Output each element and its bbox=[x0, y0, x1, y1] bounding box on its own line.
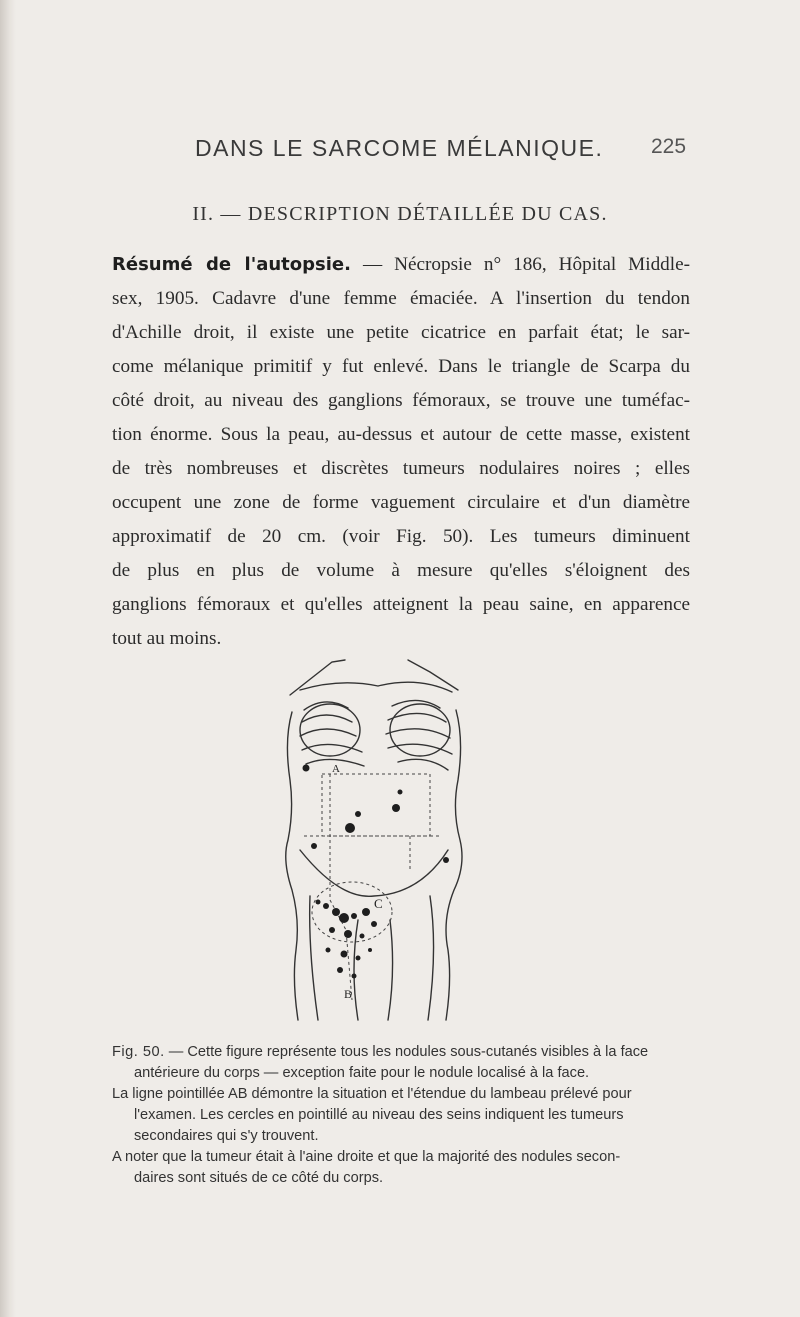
page-edge-shadow bbox=[0, 0, 16, 1317]
torso-right-outline bbox=[446, 710, 462, 1020]
nodule-dot bbox=[351, 913, 357, 919]
nodule-dot bbox=[356, 956, 361, 961]
abdomen-curve bbox=[300, 850, 448, 896]
caption-line: La ligne pointillée AB démontre la situation et l'étendue du lambeau prélevé pour bbox=[112, 1086, 632, 1102]
figure-50-body-diagram bbox=[270, 650, 480, 1030]
section-heading: II. — DESCRIPTION DÉTAILLÉE DU CAS. bbox=[192, 203, 608, 225]
paragraph-line: occupent une zone de forme vaguement circulaire et d'un diamètre bbox=[112, 492, 690, 513]
autopsy-paragraph bbox=[112, 248, 690, 656]
rib-line bbox=[398, 759, 448, 770]
caption-line: antérieure du corps — exception faite pour le nodule localisé à la face. bbox=[134, 1065, 590, 1081]
dotted-rectangle-upper bbox=[322, 774, 430, 836]
rib-line bbox=[388, 744, 452, 754]
body-outline-drawing bbox=[270, 650, 480, 1030]
nodule-dot bbox=[339, 913, 349, 923]
figure-label-a: A bbox=[332, 763, 340, 775]
paragraph-line: approximatif de 20 cm. (voir Fig. 50). Les tumeurs diminuent bbox=[112, 526, 690, 547]
left-leg-inner bbox=[388, 920, 393, 1020]
paragraph-line: sex, 1905. Cadavre d'une femme émaciée. A l'insertion du tendon bbox=[112, 288, 690, 309]
nodule-dot bbox=[368, 948, 372, 952]
caption-line bbox=[112, 1042, 692, 1063]
paragraph-line: come mélanique primitif y fut enlevé. Dans le triangle de Scarpa du bbox=[112, 356, 690, 377]
right-leg-inner bbox=[354, 920, 358, 1020]
rib-line bbox=[386, 729, 450, 738]
nodule-dot bbox=[344, 930, 352, 938]
nodule-dot bbox=[332, 908, 340, 916]
nodule-dot bbox=[329, 927, 335, 933]
nodule-dot bbox=[323, 903, 329, 909]
nodule-dot bbox=[443, 857, 449, 863]
dotted-line-ab bbox=[330, 774, 352, 1000]
paragraph-line bbox=[112, 248, 690, 282]
figure-label-c: C bbox=[374, 896, 383, 911]
neck-left-line bbox=[290, 660, 345, 695]
nodule-dot bbox=[352, 974, 357, 979]
left-leg-outer bbox=[428, 896, 434, 1020]
nodule-dot bbox=[316, 900, 321, 905]
right-leg-outer bbox=[310, 896, 318, 1020]
rib-line bbox=[388, 713, 446, 722]
nodule-dot bbox=[311, 843, 317, 849]
caption-line: daires sont situés de ce côté du corps. bbox=[134, 1170, 384, 1186]
dotted-circle-inguinal bbox=[312, 882, 392, 942]
nodule-dot bbox=[326, 948, 331, 953]
nodule-dot bbox=[371, 921, 377, 927]
nodule-dot bbox=[398, 790, 403, 795]
collar-line bbox=[300, 682, 452, 692]
nodule-dot bbox=[341, 951, 348, 958]
paragraph-line: tout au moins. bbox=[112, 628, 222, 649]
nodule-dot bbox=[362, 908, 370, 916]
caption-line-text: — Cette figure représente tous les nodules sous-cutanés visibles à la face bbox=[164, 1044, 649, 1060]
paragraph-line-text: — Nécropsie n° 186, Hôpital Middle- bbox=[350, 254, 690, 275]
nodule-dot bbox=[355, 811, 361, 817]
caption-fig-label: Fig. 50. bbox=[112, 1044, 165, 1060]
paragraph-lead: Résumé de l'autopsie. bbox=[112, 254, 351, 275]
nodule-dot bbox=[337, 967, 343, 973]
torso-left-outline bbox=[286, 712, 298, 1020]
paragraph-line: d'Achille droit, il existe une petite cicatrice en parfait état; le sar- bbox=[112, 322, 690, 343]
caption-line: A noter que la tumeur était à l'aine droite et que la majorité des nodules secon- bbox=[112, 1149, 621, 1165]
figure-caption bbox=[112, 1042, 692, 1189]
paragraph-line: de plus en plus de volume à mesure qu'elles s'éloignent des bbox=[112, 560, 690, 581]
running-header bbox=[0, 135, 800, 169]
left-breast-outline bbox=[300, 704, 360, 756]
nodule-dot bbox=[303, 765, 310, 772]
rib-line bbox=[300, 729, 356, 736]
rib-line bbox=[302, 715, 352, 722]
running-title: DANS LE SARCOME MÉLANIQUE. bbox=[195, 135, 604, 161]
nodule-dot bbox=[392, 804, 400, 812]
figure-label-b: B bbox=[344, 987, 353, 1001]
paragraph-line: ganglions fémoraux et qu'elles atteignent la peau saine, en apparence bbox=[112, 594, 690, 615]
paragraph-line: côté droit, au niveau des ganglions fémoraux, se trouve une tuméfac- bbox=[112, 390, 690, 411]
paragraph-line: de très nombreuses et discrètes tumeurs nodulaires noires ; elles bbox=[112, 458, 690, 479]
page-number: 225 bbox=[651, 135, 687, 158]
nodule-dot bbox=[360, 934, 365, 939]
caption-line: secondaires qui s'y trouvent. bbox=[134, 1128, 319, 1144]
caption-line: l'examen. Les cercles en pointillé au niveau des seins indiquent les tumeurs bbox=[134, 1107, 624, 1123]
nodule-dot bbox=[345, 823, 355, 833]
paragraph-line: tion énorme. Sous la peau, au-dessus et autour de cette masse, existent bbox=[112, 424, 690, 445]
